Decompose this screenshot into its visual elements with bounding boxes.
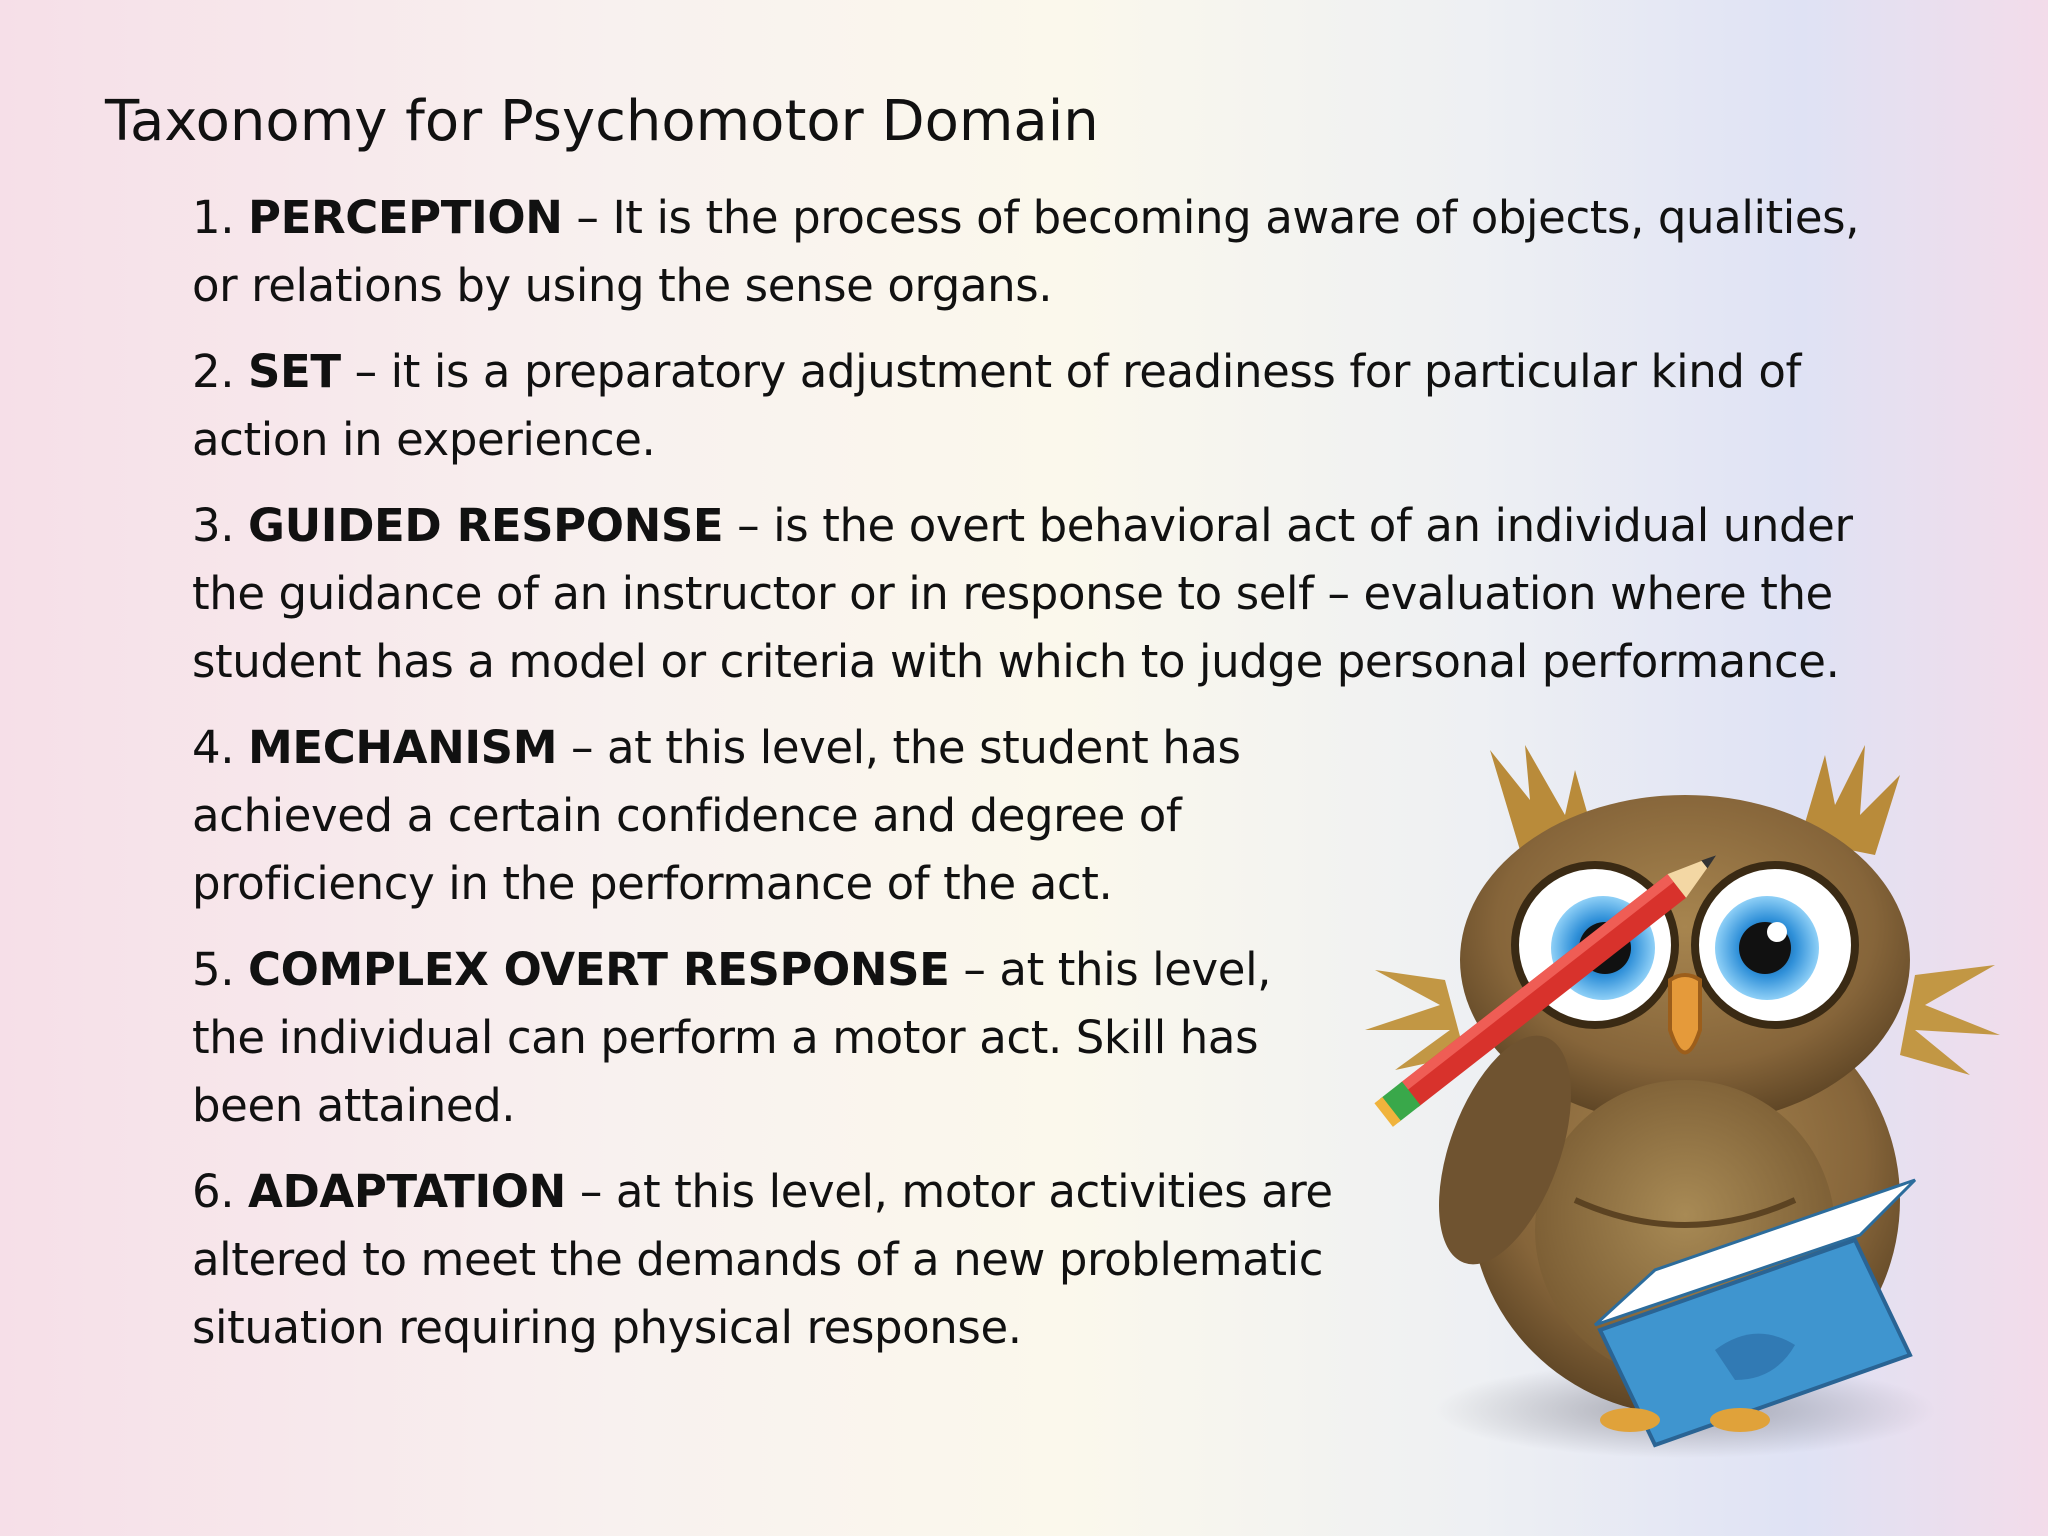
- item-term: COMPLEX OVERT RESPONSE: [248, 943, 950, 996]
- item-term: SET: [248, 345, 341, 398]
- item-number: 1.: [192, 191, 235, 244]
- list-item: [192, 1158, 1352, 1362]
- item-description: – at this level, motor activities are altered to meet the demands of a new problematic situation requiring physical response.: [192, 1165, 1333, 1354]
- item-term: GUIDED RESPONSE: [248, 499, 724, 552]
- item-description: – at this level, the student has achieved a certain confidence and degree of proficiency in the performance of the act.: [192, 721, 1241, 910]
- list-item: [192, 936, 1352, 1140]
- item-description: – It is the process of becoming aware of objects, qualities, or relations by using the sense organs.: [192, 191, 1860, 312]
- item-term: ADAPTATION: [248, 1165, 566, 1218]
- item-number: 2.: [192, 345, 235, 398]
- item-number: 4.: [192, 721, 235, 774]
- item-number: 5.: [192, 943, 235, 996]
- list-item: [192, 338, 1892, 474]
- item-description: – is the overt behavioral act of an individual under the guidance of an instructor or in response to self – evaluation where the student has a model or criteria with which to judge personal performance.: [192, 499, 1853, 688]
- list-item: [192, 492, 1892, 696]
- item-number: 3.: [192, 499, 235, 552]
- list-item: [192, 714, 1352, 918]
- item-description: – it is a preparatory adjustment of readiness for particular kind of action in experience.: [192, 345, 1801, 466]
- item-term: MECHANISM: [248, 721, 558, 774]
- item-term: PERCEPTION: [248, 191, 563, 244]
- item-description: – at this level, the individual can perform a motor act. Skill has been attained.: [192, 943, 1272, 1132]
- owl-with-pencil-and-book-icon: [1355, 730, 2005, 1470]
- list-item: [192, 184, 1892, 320]
- item-number: 6.: [192, 1165, 235, 1218]
- slide-title: Taxonomy for Psychomotor Domain: [105, 89, 1099, 154]
